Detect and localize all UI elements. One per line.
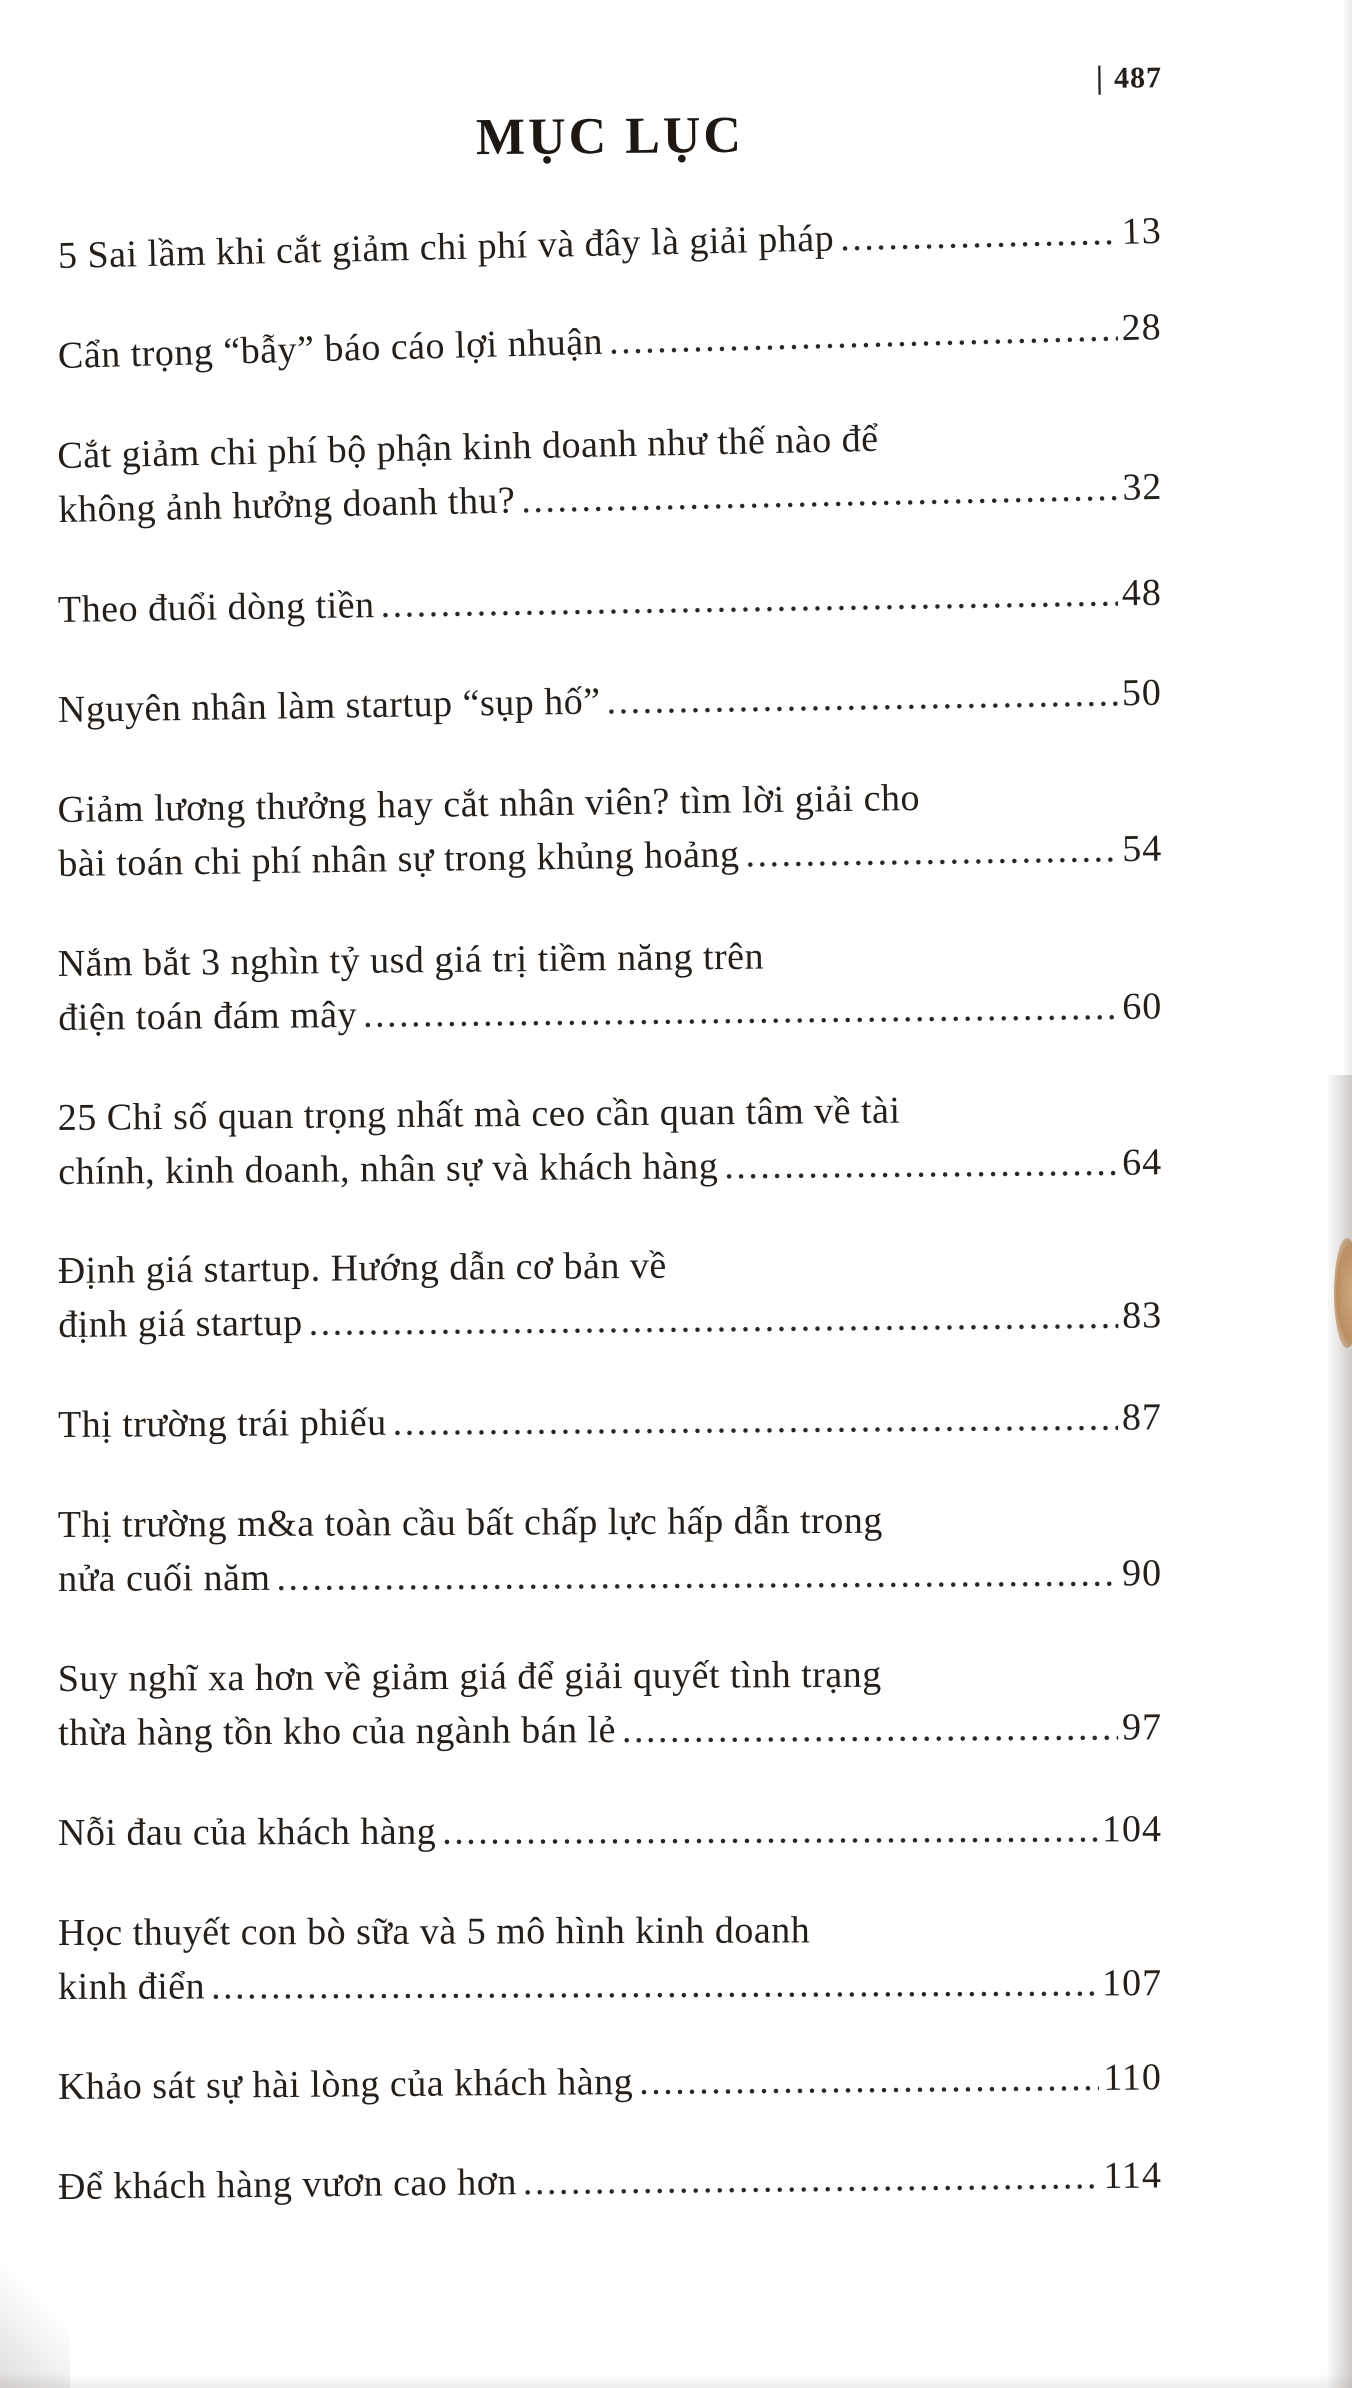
toc-entry (58, 1803, 1162, 1861)
toc-entry-text: chính, kinh doanh, nhân sự và khách hàng (58, 1144, 719, 1193)
toc-entry (58, 1236, 1163, 1354)
dotted-leader (622, 1702, 1118, 1759)
toc-entry (58, 666, 1163, 737)
toc-entry-text: Khảo sát sự hài lòng của khách hàng (57, 2060, 634, 2108)
dotted-leader (639, 2052, 1100, 2110)
toc-entry-text: thừa hàng tồn kho của ngành bán lẻ (58, 1709, 617, 1755)
toc-entry-last-line (57, 301, 1162, 384)
toc-entry-last-line (58, 1701, 1162, 1761)
toc-entry-page-number: 13 (1121, 209, 1163, 253)
toc-entry (57, 768, 1162, 891)
toc-entry-page-number: 28 (1121, 306, 1163, 350)
dotted-leader (380, 567, 1118, 633)
toc-entry (58, 2149, 1163, 2215)
dotted-leader (608, 302, 1118, 369)
toc-entry-last-line (58, 2149, 1163, 2215)
bottom-edge-shadow (0, 2374, 1352, 2388)
table-of-contents (56, 209, 1163, 2215)
toc-entry (58, 2051, 1162, 2115)
toc-entry (58, 1082, 1163, 1200)
toc-entry-page-number: 60 (1121, 985, 1163, 1028)
toc-entry-text: không ảnh hưởng doanh thu? (58, 479, 516, 531)
toc-entry-page-number: 87 (1121, 1396, 1163, 1439)
toc-entry-last-line (58, 1803, 1162, 1861)
toc-entry-last-line (57, 205, 1162, 284)
toc-entry-page-number: 97 (1122, 1706, 1163, 1749)
toc-entry-text: nửa cuối năm (58, 1557, 271, 1601)
toc-entry-text: Học thuyết con bò sữa và 5 mô hình kinh doanh (57, 1909, 811, 1955)
toc-entry-page-number: 83 (1122, 1294, 1163, 1338)
toc-entry-text: điện toán đám mây (58, 993, 358, 1039)
toc-entry-text: Nắm bắt 3 nghìn tỷ usd giá trị tiềm năng trên (57, 935, 765, 985)
dotted-leader (363, 980, 1119, 1042)
dotted-leader (442, 1803, 1098, 1859)
toc-entry-page-number: 107 (1102, 1962, 1163, 2005)
toc-entry-last-line (58, 1392, 1162, 1454)
toc-entry-page-number: 48 (1121, 571, 1163, 615)
toc-entry-text: Nguyên nhân làm startup “sụp hố” (57, 680, 601, 731)
toc-entry-last-line (58, 980, 1163, 1046)
dotted-leader (724, 1136, 1118, 1193)
toc-entry-last-line (58, 1957, 1162, 2015)
toc-entry-page-number: 104 (1101, 1808, 1163, 1851)
toc-entry-text: Theo đuổi dòng tiền (57, 583, 375, 631)
page-header (58, 58, 1162, 107)
dotted-leader (606, 667, 1118, 729)
dotted-leader (308, 1290, 1118, 1351)
toc-entry-text: Thị trường m&a toàn cầu bất chấp lực hấp dẫn trong (57, 1499, 883, 1547)
dotted-leader (840, 206, 1119, 266)
toc-entry-last-line (58, 2051, 1162, 2115)
page-number-header: 487 (1113, 61, 1163, 95)
dotted-leader (211, 1957, 1098, 2014)
toc-entry (57, 205, 1162, 284)
toc-entry-page-number: 114 (1103, 2154, 1163, 2197)
dotted-leader (393, 1392, 1119, 1451)
toc-entry-page-number: 110 (1103, 2056, 1163, 2099)
toc-entry (58, 1903, 1162, 2015)
toc-entry-page-number: 64 (1122, 1140, 1163, 1184)
toc-entry-text: Cẩn trọng “bẫy” báo cáo lợi nhuận (57, 320, 604, 377)
toc-entry (58, 1392, 1162, 1454)
toc-entry-page-number: 32 (1121, 465, 1163, 509)
toc-entry (57, 301, 1162, 384)
toc-entry-page-number: 50 (1121, 671, 1163, 715)
toc-entry-page-number: 54 (1121, 827, 1163, 870)
toc-entry-last-line (58, 566, 1163, 637)
dotted-leader (523, 2150, 1100, 2210)
toc-entry-last-line (58, 1547, 1162, 1607)
toc-entry-text: Cắt giảm chi phí bộ phận kinh doanh như thế nào để (56, 417, 879, 477)
toc-entry (58, 1494, 1163, 1608)
toc-entry-text: bài toán chi phí nhân sự trong khủng hoảng (58, 833, 740, 885)
toc-entry (57, 926, 1162, 1045)
toc-entry-last-line (58, 1290, 1162, 1354)
dotted-leader (745, 823, 1119, 882)
toc-entry-last-line (58, 1136, 1162, 1200)
dotted-leader (276, 1548, 1118, 1606)
toc-entry (57, 407, 1163, 538)
toc-entry-page-number: 90 (1122, 1552, 1163, 1595)
toc-entry-text: định giá startup (58, 1302, 303, 1347)
toc-entry (58, 566, 1163, 637)
toc-entry-text: Giảm lương thưởng hay cắt nhân viên? tìm lời giải cho (57, 776, 921, 831)
toc-entry-text: 25 Chỉ số quan trọng nhất mà ceo cần quan tâm về tài (57, 1089, 901, 1139)
toc-entry-last-line (58, 666, 1163, 737)
toc-entry-text: kinh điển (58, 1965, 206, 2009)
toc-entry-text: Để khách hàng vươn cao hơn (57, 2161, 518, 2208)
toc-title: MỤC LỤC (475, 106, 745, 167)
toc-entry (58, 1647, 1163, 1761)
header-separator-bar: | (1095, 58, 1105, 95)
toc-entry-text: Nỗi đau của khách hàng (57, 1810, 437, 1855)
toc-entry-text: Suy nghĩ xa hơn về giảm giá để giải quyết tình trạng (57, 1653, 882, 1701)
dotted-leader (521, 462, 1119, 528)
toc-entry-text: Định giá startup. Hướng dẫn cơ bản về (57, 1245, 667, 1293)
toc-entry-text: 5 Sai lầm khi cắt giảm chi phí và đây là giải pháp (57, 217, 835, 277)
toc-entry-text: Thị trường trái phiếu (57, 1402, 387, 1447)
